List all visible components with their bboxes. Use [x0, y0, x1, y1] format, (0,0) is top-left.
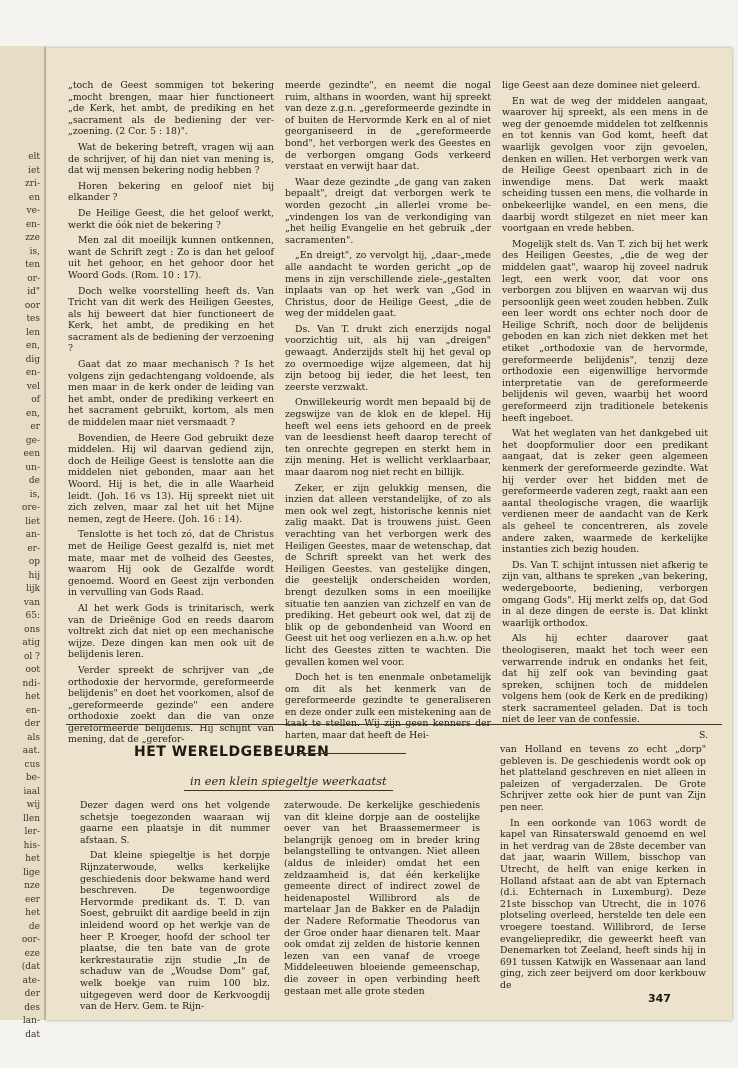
prev-page-fragment: wij — [26, 800, 40, 810]
prev-page-fragment: der — [24, 989, 40, 999]
prev-page-fragment: des — [24, 1002, 40, 1013]
prev-page-fragment: ge- — [25, 435, 40, 446]
s_col2-paragraph: zaterwoude. De kerkelijke geschiedenis van dit kleine dorpje aan de oostelijke oever van het Braassemermeer is belangrijk genoeg om in breder kring belangstelling te ontvangen. Niet alleen (aldus de inleider) omdat het een zeldzaamheid is, dat één kerkelijke gemeente direct of indirect zowel de heidenapostel Willibrord als de martelaar Jan de Bakker en de Paladijn der Nadere Reformatie Theodorus van der Groe onder haar dienaren telt. Maar ook omdat zij zelden de historie kennen lezen van een vanaf de vroege Middeleeuwen bloeiende gemeenschap, die zoveer in open verbinding heeft gestaan met alle grote steden — [284, 800, 480, 997]
article-signature: S. — [699, 730, 708, 742]
prev-page-fragment: oor- — [21, 935, 40, 945]
prev-page-fragment: lan- — [22, 1016, 40, 1026]
prev-page-fragment: id" — [27, 287, 40, 297]
col1-paragraph: Verder spreekt de schrijver van „de orthodoxie der hervormde, gereformeerde belijdenis" en doet het voorkomen, alsof de „gereformeerde gezinde" een andere orthodoxie zoekt dan die van onze gereformeerde belijdenis. Hij schijnt van mening, dat de „gerefor- — [68, 664, 274, 746]
col2-paragraph: Ds. Van T. drukt zich enerzijds nogal voorzichtig uit, als hij van „dreigen" gewaagt. Anderzijds stelt hij het geval op zo overmoedige wijze algemeen, dat hij zijn betoog bij ieder, die het leest, ten zeerste verzwakt. — [285, 323, 491, 393]
col1-paragraph: „toch de Geest sommigen tot bekering „mocht brengen, maar hier functioneert „de Kerk, het ambt, de prediking en het „sacrament als de bediening der ver-„zoening. (2 Cor. 5 : 18)". — [68, 80, 274, 138]
prev-page-fragment: an- — [25, 530, 40, 540]
prev-page-fragment: ler- — [24, 827, 40, 837]
prev-page-fragment: en, — [26, 341, 40, 351]
col2-paragraph: Zeker, er zijn gelukkig mensen, die inzien dat alleen verstandelijke, of zo als men ook wel zegt, historische kennis niet zalig maakt. Dat is trouwens juist. Geen verachting van het verborgen werk des Heiligen Geestes, maar de wetenschap, dat de Schrift spreekt van het werk des Heiligen Geestes. van gestelijke dingen, die geestelijk onderscheiden worden, brengt dezulken soms in een moeilijke situatie ten aanzien van zichzelf en van de prediking. Het gebeurt ook wel, dat zij de blik op de gebondenheid van Woord en Geest uit het oog verliezen en a.h.w. op het licht des Geestes zitten te wachten. Die gevallen komen wel voor. — [285, 482, 491, 668]
prev-page-fragment: de — [28, 921, 40, 932]
prev-page-fragment: len — [25, 327, 40, 338]
prev-page-fragment: or- — [27, 273, 40, 284]
col1-paragraph: Al het werk Gods is trinitarisch, werk van de Drieënige God en reeds daarom voltrekt zich dat niet op een mechanische wijze. Deze dingen kan men ook uit de belijdenis leren. — [68, 602, 274, 661]
title-rule — [284, 753, 406, 754]
col1-paragraph: Wat de bekering betreft, vragen wij aan de schrijver, of hij dan niet van mening is, dat wij mensen bekering nodig hebben ? — [68, 141, 274, 177]
prev-page-fragment: is, — [29, 489, 40, 500]
prev-page-fragment: ndi- — [22, 678, 40, 689]
prev-page-fragment: of — [31, 395, 40, 405]
prev-page-fragment: er- — [27, 543, 40, 554]
prev-page-fragment: dig — [25, 354, 40, 365]
prev-page-fragment: lijk — [25, 584, 40, 594]
prev-page-fragment: en- — [25, 368, 40, 378]
col3-paragraph: Ds. Van T. schijnt intussen niet afkerig te zijn van, althans te spreken „van bekering, wedergeboorte, bediening, verborgen omgang Gods". Hij merkt zelfs op, dat God in al deze dingen de eerste is. Dat klinkt waarlijk orthodox. — [502, 559, 708, 629]
col2-paragraph: Waar deze gezindte „de gang van zaken bepaalt", dreigt dat verborgen werk te worden gezocht „in allerlei vrome be-„vindengen los van de verkondiging van „het heilig Evangelie en het gebruik „der sacramenten". — [285, 176, 491, 246]
col1-paragraph: Men zal dit moeilijk kunnen ontkennen, want de Schrift zegt : Zo is dan het geloof uit het gehoor, en het gehoor door het Woord Gods. (Rom. 10 : 17). — [68, 235, 274, 281]
section-divider — [66, 724, 722, 725]
prev-page-fragment: oor — [24, 300, 40, 311]
prev-page-fragment: be- — [25, 773, 40, 783]
section-column-1 — [80, 800, 270, 1017]
col2-paragraph: Onwillekeurig wordt men bepaald bij de zegswijze van de klok en de klepel. Hij heeft wel eens iets gehoord en de preek van de leesdienst heeft daarop terecht of ten onrechte gegrepen en sterkt hem in zijn mening. Het is wellicht verklaarbaar, maar daarom nog niet recht en billijk. — [285, 397, 491, 478]
page-number: 347 — [648, 992, 671, 1005]
prev-page-fragment: het — [25, 692, 40, 702]
prev-page-fragment: aat. — [22, 746, 40, 756]
prev-page-fragment: en, — [26, 408, 40, 419]
article-column-3 — [502, 80, 708, 746]
prev-page-fragment: als — [27, 732, 40, 743]
prev-page-fragment: ate- — [22, 975, 40, 986]
prev-page-fragment: nze — [24, 881, 40, 891]
s_col1-paragraph: Dat kleine spiegeltje is het dorpje Rijnzaterwoude, welks kerkelijke geschiedenis door bekwame hand werd beschreven. De tegenwoordige Hervormde predikant ds. T. D. van Soest, gebruikt dit aardige beeld in zijn inleidend woord op het werkje van de heer P. Kroeger, hoofd der school ter plaatse, die ten bate van de grote kerkrestauratie zijn studie „In de schaduw van de „Woudse Dom" gaf, welk boekje van ruim 100 blz. uitgegeven werd door de Kerkvoogdij van de Herv. Gem. te Rijn- — [80, 850, 270, 1013]
prev-page-fragment: is, — [29, 246, 40, 257]
prev-page-fragment: ons — [24, 624, 40, 635]
section-column-3 — [500, 744, 706, 995]
col1-paragraph: Doch welke voorstelling heeft ds. Van Tricht van dit werk des Heiligen Geestes, als hij beweert dat hier functioneert de Kerk, het ambt, de prediking en het sacrament als de bediening der verzoening ? — [68, 285, 274, 355]
prev-page-fragment: llen — [23, 813, 40, 824]
prev-page-fragment: 65: — [25, 611, 40, 621]
prev-page-fragment: op — [28, 557, 40, 567]
prev-page-fragment: eer — [25, 894, 40, 905]
prev-page-fragment: elt — [28, 152, 40, 162]
prev-page-fragment: un- — [25, 462, 40, 473]
col3-paragraph: En wat de weg der middelen aangaat, waarover hij spreekt, als een mens in de weg der genoemde middelen tot zelfkennis en tot kennis van God komt, heeft dat waarlijk gevolgen voor zijn gevoelen, denken en willen. Het verborgen werk van de Heilige Geest openbaart zich in de inwendige mens. Dat werk maakt scheiding tussen een mens, die volharde in onbekeerlijke wandel, en een mens, die daarbij wordt stilgezet en niet meer kan voortgaan en vrede hebben. — [502, 95, 708, 235]
prev-page-fragment: lige — [23, 867, 40, 878]
prev-page-fragment: liet — [25, 516, 40, 527]
prev-page-fragment: tes — [26, 314, 40, 324]
col3-paragraph: Mogelijk stelt ds. Van T. zich bij het werk des Heiligen Geestes, „die de weg der middelen gaat", waarop hij zoveel nadruk legt, een werk voor, dat voor ons verborgen zou blijven en waarvan wij dus persoonlijk geen weet zouden hebben. Zulk een leer wordt ons echter noch door de Heilige Schrift, noch door de belijdenis geboden en kan zich niet dekken met het etiket „orthodoxie van de hervormde, gereformeerde belijdenis", tenzij deze orthodoxie een eigenwillige hervormde interpretatie van de gereformeerde belijdenis wil geven, waarbij het woord gereformeerd zijn traditionele betekenis heeft ingeboet. — [502, 238, 708, 424]
previous-page-edge — [0, 46, 46, 1040]
prev-page-fragment: oot — [25, 665, 40, 675]
prev-page-fragment: een — [23, 449, 40, 459]
col2-paragraph: „En dreigt", zo vervolgt hij, „daar-„mede alle aandacht te worden gericht „op de mens in zijn verschillende ziele-„gestalten inplaats van op het werk van „God in Christus, door de Heilige Geest, „die de weg der middelen gaat. — [285, 250, 491, 320]
prev-page-fragment: cus — [24, 759, 40, 770]
section-subtitle: in een klein spiegeltje weerkaatst — [190, 774, 387, 788]
prev-page-fragment: vel — [26, 381, 40, 392]
prev-page-fragment: en- — [25, 219, 40, 230]
prev-page-fragment: der — [24, 719, 40, 729]
prev-page-fragment: ten — [25, 260, 40, 270]
col1-paragraph: De Heilige Geest, die het geloof werkt, werkt die óók niet de bekering ? — [68, 207, 274, 231]
prev-page-fragment: atig — [22, 638, 40, 648]
prev-page-fragment: ve- — [26, 206, 40, 216]
prev-page-fragment: het — [25, 908, 40, 918]
col1-paragraph: Gaat dat zo maar mechanisch ? Is het volgens zijn gedachtengang voldoende, als men maar in de kerk onder de leiding van het ambt, onder de prediking verkeert en het sacrament gebruikt, kortom, als men de middelen maar niet versmaadt ? — [68, 359, 274, 429]
prev-page-fragment: zze — [25, 233, 40, 243]
prev-page-fragment: het — [25, 854, 40, 864]
col2-paragraph: Doch het is ten enenmale onbetamelijk om dit als het kenmerk van de gereformeerde gezindte te generaliseren en deze onder zulk een mistekening aan de kaak te stellen. Wij zijn geen kenners der harten, maar dat heeft de Hei- — [285, 672, 491, 742]
prev-page-fragment: (dat — [21, 962, 40, 972]
prev-page-fragment: eze — [24, 948, 40, 959]
prev-page-fragment: ore- — [21, 503, 40, 513]
article-column-2 — [285, 80, 491, 746]
prev-page-fragment: zri- — [25, 179, 40, 189]
prev-page-fragment: dat — [25, 1029, 40, 1040]
article-column-3-text — [502, 80, 708, 726]
prev-page-fragment: hij — [28, 570, 40, 581]
article-column-1 — [68, 80, 274, 750]
prev-page-fragment: en- — [25, 705, 40, 716]
prev-page-fragment: iaal — [23, 786, 40, 797]
s_col1-paragraph: Dezer dagen werd ons het volgende schetsje toegezonden waaraan wij gaarne een plaatsje in dit nummer afstaan. S. — [80, 800, 270, 846]
col3-paragraph: Als hij echter daarover gaat theologiseren, maakt het toch weer een verwarrende indruk en ondanks het feit, dat hij zelf ook van bevinding gaat spreken, schijnen toch de middelen volgens hem (ook de Kerk en de prediking) sterk sacramenteel geladen. Dat is toch niet de leer van de confessie. — [502, 633, 708, 726]
prev-page-fragment: ol ? — [24, 651, 40, 662]
col1-paragraph: Horen bekering en geloof niet bij elkander ? — [68, 180, 274, 204]
prev-page-fragment: de — [28, 476, 40, 486]
col3-paragraph: Wat het weglaten van het dankgebed uit het doopformulier door een predikant aangaat, dat is zeker geen algemeen kenmerk der gereformeerde gezindte. Wat hij verder over het bidden met de gereformeerde vaderen zegt, raakt aan een aantal theologische vragen, die waarlijk verdienen meer de aandacht van de Kerk als geheel te concentreren, als zovele andere zaken, waarmede de kerkelijke instanties zich bezig houden. — [502, 428, 708, 556]
section-column-2 — [284, 800, 480, 1001]
col1-paragraph: Tenslotte is het toch zó, dat de Christus met de Heilige Geest gezalfd is, niet met mate, maar met de volheid des Geestes, waarom Hij ook de Gezalfde wordt genoemd. Woord en Geest zijn verbonden in vervulling van Gods Raad. — [68, 529, 274, 599]
prev-page-fragment: iet — [28, 165, 40, 176]
s_col3-paragraph: In een oorkonde van 1063 wordt de kapel van Rinsaterswald genoemd en wel in het verdrag van de 28ste december van dat jaar, waarin Willem, bisschop van Utrecht, de helft van enige kerken in Holland afstaat aan de abt van Epternach (d.i. Echternach in Luxemburg). Deze 21ste bisschop van Utrecht, die in 1076 plotseling overleed, herstelde ten dele een vroegere toestand. Willibrord, de Ierse evangeliepredikr, die geweerkt heeft van Denemarken tot Zeeland, heeft sinds hij in 691 tussen Katwijk en Wassenaar aan land ging, zich zeer beijverd om door kerkbouw de — [500, 817, 706, 991]
prev-page-fragment: en — [28, 192, 40, 203]
s_col3-paragraph: van Holland en tevens zo echt „dorp" gebleven is. De geschiedenis wordt ook op het platteland geschreven en niet alleen in paleizen of vergaderzalen. De Grote Schrijver zette ook hier de punt van Zijn pen neer. — [500, 744, 706, 813]
prev-page-fragment: van — [23, 597, 40, 608]
section-title: HET WERELDGEBEUREN — [134, 744, 330, 760]
col2-paragraph: meerde gezindte", en neemt die nogal ruim, althans in woorden, want hij spreekt van deze z.g.n. „gereformeerde gezindte in of buiten de Hervormde Kerk en al of niet georganiseerd in de „gereformeerde bond", het verborgen werk des Geestes en de verborgen omgang Gods verkeerd verstaat en verwijt haar dat. — [285, 80, 491, 173]
prev-page-fragment: his- — [23, 840, 40, 851]
col3-paragraph: lige Geest aan deze dominee niet geleerd. — [502, 80, 701, 91]
col1-paragraph: Bovendien, de Heere God gebruikt deze middelen. Hij wil daarvan gediend zijn, doch de Heilige Geest is tenslotte aan die middelen niet gebonden, maar aan het Woord. Hij is het, die in alle Waarheid leidt. (Joh. 16 vs 13). Hij spreekt niet uit zich zelven, maar zal het uit het Mijne nemen, zegt de Heere. (Joh. 16 : 14). — [68, 432, 274, 525]
prev-page-fragment: er — [30, 422, 40, 432]
